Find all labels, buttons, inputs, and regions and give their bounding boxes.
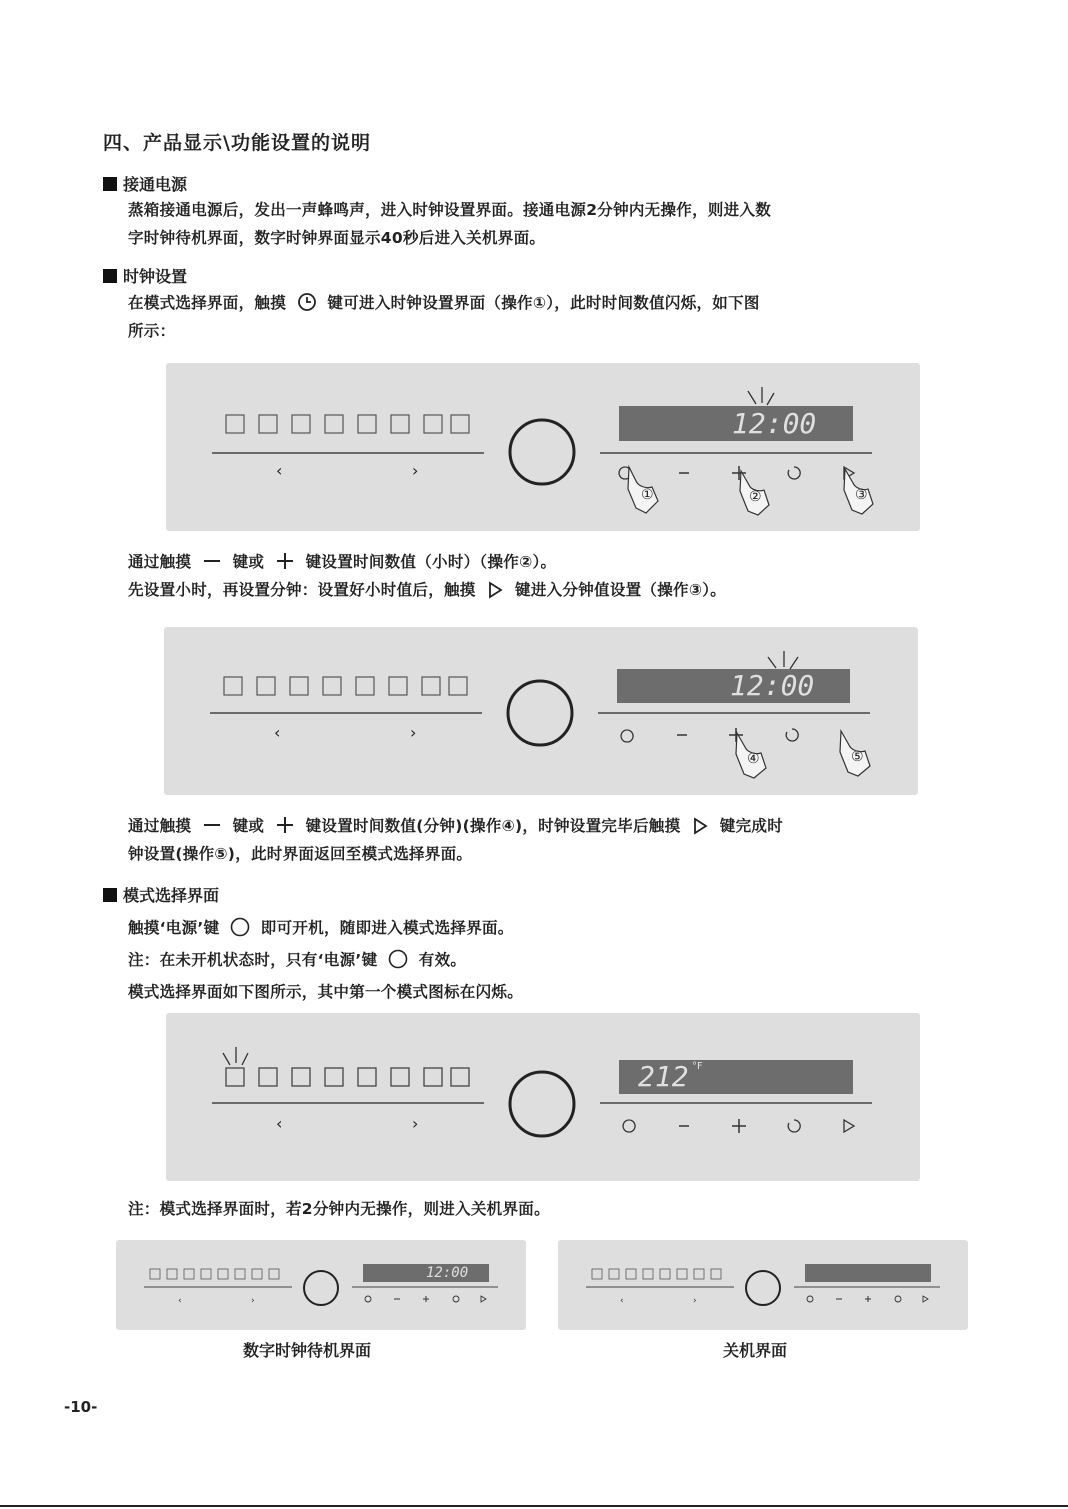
lcd-time-display: 12:00 xyxy=(732,407,817,440)
clock-line-2: 所示： xyxy=(128,322,176,340)
mode-icon-row xyxy=(226,415,469,433)
clock-paragraph xyxy=(128,289,760,345)
mode-line-3: 模式选择界面如下图所示，其中第一个模式图标在闪烁。 xyxy=(128,983,524,1001)
nav-left-button[interactable]: ‹ xyxy=(276,1114,283,1133)
nav-right-button[interactable]: › xyxy=(412,461,419,480)
section-title-power xyxy=(103,172,187,195)
svg-text:›: › xyxy=(251,1296,255,1306)
minus-icon xyxy=(202,815,222,835)
callout-3: ③ xyxy=(855,487,868,503)
minute-switch-b: 键进入分钟值设置（操作③）。 xyxy=(515,581,727,599)
callout-1: ① xyxy=(641,487,654,503)
clock-line-1 xyxy=(128,289,760,317)
clock-minute-instructions xyxy=(128,812,783,868)
hour-line-c: 键设置时间数值（小时）（操作②）。 xyxy=(305,553,557,571)
section-title-text: 时钟设置 xyxy=(123,267,188,286)
page-heading: 四、产品显示\功能设置的说明 xyxy=(103,132,371,154)
mode-line-1b: 即可开机，随即进入模式选择界面。 xyxy=(260,919,514,937)
nav-left-button[interactable]: ‹ xyxy=(276,461,283,480)
bullet-square-icon xyxy=(103,177,117,191)
minute-line-b: 键或 xyxy=(232,817,265,835)
footer-rule xyxy=(0,1505,1068,1507)
control-panel-mode-select xyxy=(166,1013,920,1181)
control-panel-clock-hour xyxy=(166,363,920,531)
page-number: -10- xyxy=(64,1398,98,1416)
control-panel-off xyxy=(558,1240,968,1330)
nav-right-button[interactable]: › xyxy=(410,723,417,742)
panel-mode-select-art xyxy=(166,1013,920,1181)
callout-2: ② xyxy=(749,489,762,505)
section-title-text: 模式选择界面 xyxy=(123,886,220,905)
nav-right-button[interactable]: › xyxy=(412,1114,419,1133)
lcd-time-display: 12:00 xyxy=(426,1265,469,1281)
panel-clock-minute-art xyxy=(164,627,918,795)
control-panel-standby xyxy=(116,1240,526,1330)
clock-line-1a: 在模式选择界面，触摸 xyxy=(128,294,287,312)
mode-icon-row xyxy=(224,677,467,695)
callout-4: ④ xyxy=(747,751,760,767)
svg-text:‹: ‹ xyxy=(620,1296,624,1306)
control-panel-clock-minute xyxy=(164,627,918,795)
power-circle-icon xyxy=(230,917,250,937)
section-title-clock xyxy=(103,264,187,287)
power-line-1: 蒸箱接通电源后，发出一声蜂鸣声，进入时钟设置界面。接通电源2分钟内无操作，则进入数 xyxy=(128,201,772,219)
lcd-temp-display: 212 xyxy=(638,1060,689,1093)
plus-icon xyxy=(275,815,295,835)
hour-line-b: 键或 xyxy=(232,553,265,571)
mode-line-2a: 注：在未开机状态时，只有‘电源’键 xyxy=(128,951,378,969)
play-arrow-icon xyxy=(486,581,504,599)
panel-off-art xyxy=(558,1240,968,1330)
play-arrow-icon xyxy=(691,817,709,835)
minus-icon xyxy=(202,551,222,571)
mode-paragraph xyxy=(128,912,523,1008)
mode-line-2b: 有效。 xyxy=(418,951,467,969)
callout-5: ⑤ xyxy=(851,749,864,765)
panel-standby-art xyxy=(116,1240,526,1330)
mode-line-1a: 触摸‘电源’键 xyxy=(128,919,220,937)
minute-line-d: 键完成时 xyxy=(719,817,783,835)
minute-switch-line xyxy=(128,576,726,604)
lcd-temp-unit: °F xyxy=(692,1061,703,1072)
plus-icon xyxy=(275,551,295,571)
lcd-time-display: 12:00 xyxy=(730,669,815,702)
mode-line-1 xyxy=(128,912,523,944)
clock-hour-instructions xyxy=(128,548,726,604)
minute-line xyxy=(128,812,783,840)
minute-switch-a: 先设置小时，再设置分钟：设置好小时值后，触摸 xyxy=(128,581,476,599)
power-circle-icon xyxy=(388,949,408,969)
panel-clock-hour-art xyxy=(166,363,920,531)
caption-standby: 数字时钟待机界面 xyxy=(243,1341,372,1360)
bullet-square-icon xyxy=(103,888,117,902)
minute-line-c: 键设置时间数值(分钟)(操作④)，时钟设置完毕后触摸 xyxy=(305,817,681,835)
mode-icon-row xyxy=(226,1068,469,1086)
svg-text:‹: ‹ xyxy=(178,1296,182,1306)
bullet-square-icon xyxy=(103,269,117,283)
mode-note: 注：模式选择界面时，若2分钟内无操作，则进入关机界面。 xyxy=(128,1200,550,1218)
hour-line xyxy=(128,548,726,576)
minute-line-a: 通过触摸 xyxy=(128,817,192,835)
power-paragraph xyxy=(128,196,771,252)
clock-icon xyxy=(297,292,317,312)
minute-line-2: 钟设置(操作⑤)，此时界面返回至模式选择界面。 xyxy=(128,845,473,863)
svg-text:›: › xyxy=(693,1296,697,1306)
caption-off: 关机界面 xyxy=(723,1341,788,1360)
section-title-text: 接通电源 xyxy=(123,175,188,194)
hour-line-a: 通过触摸 xyxy=(128,553,192,571)
power-line-2: 字时钟待机界面，数字时钟界面显示40秒后进入关机界面。 xyxy=(128,229,546,247)
section-title-mode xyxy=(103,883,219,906)
clock-line-1b: 键可进入时钟设置界面（操作①），此时时间数值闪烁，如下图 xyxy=(327,294,760,312)
mode-line-2 xyxy=(128,944,523,976)
nav-left-button[interactable]: ‹ xyxy=(274,723,281,742)
